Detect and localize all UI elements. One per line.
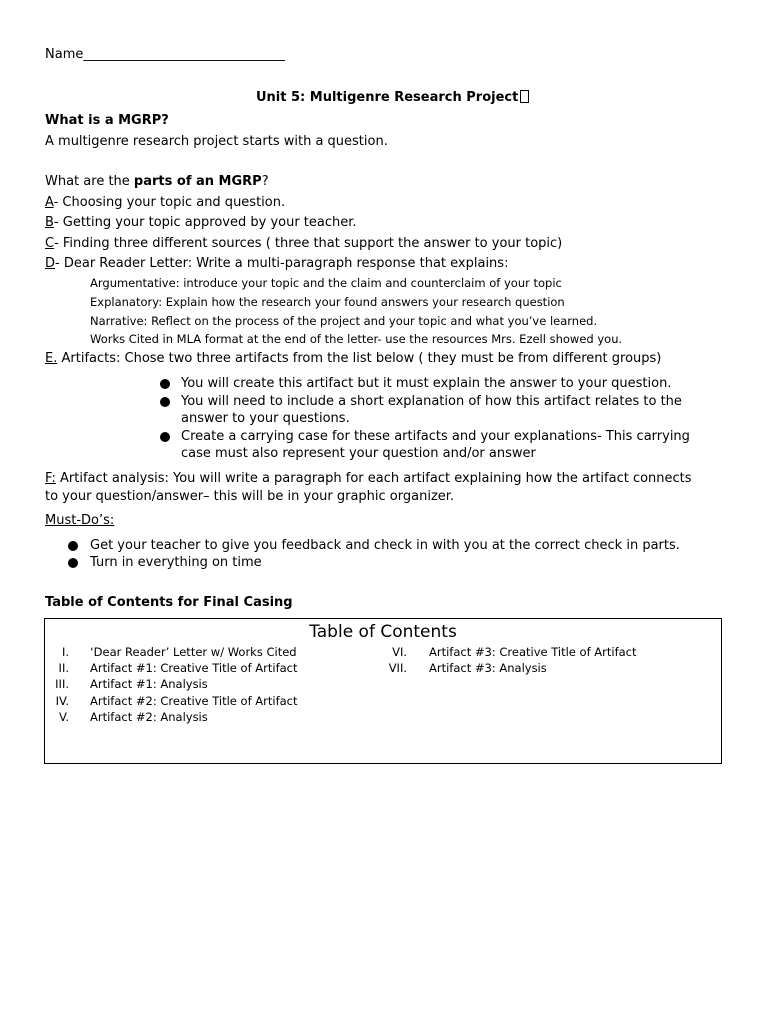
part-f-line2: to your question/answer– this will be in your graphic organizer. (45, 489, 455, 504)
toc-entry: Artifact #1: Analysis (90, 677, 208, 691)
e-bullet-line: answer to your questions. (181, 411, 350, 426)
e-bullet-line: Create a carrying case for these artifacts and your explanations- This carrying (181, 429, 690, 444)
bullet-icon (160, 397, 170, 407)
part-a (45, 195, 285, 211)
d-subitem: Narrative: Reflect on the process of the project and your topic and what you’ve learned. (90, 314, 598, 328)
bullet-icon (68, 541, 78, 551)
toc-num: VI. (392, 645, 407, 659)
toc-box (44, 618, 722, 764)
part-text: - Getting your topic approved by your teacher. (53, 215, 357, 230)
part-letter: A (45, 195, 54, 210)
part-letter: E. (45, 351, 58, 366)
part-d (45, 256, 508, 272)
toc-num: VII. (388, 661, 407, 675)
must-do-item: Get your teacher to give you feedback and check in with you at the correct check in parts. (90, 538, 680, 553)
part-letter: C (45, 236, 55, 251)
name-line: Name_______________________________ (45, 47, 285, 62)
part-text: - Finding three different sources ( three that support the answer to your topic) (54, 236, 563, 251)
part-e (45, 351, 661, 367)
parts-intro-bold: parts of an MGRP (133, 174, 262, 189)
part-text: Artifact analysis: You will write a paragraph for each artifact explaining how the artifact connects (55, 471, 692, 486)
page-title-text: Unit 5: Multigenre Research Project (256, 90, 519, 105)
e-bullet-line: You will create this artifact but it must explain the answer to your question. (181, 376, 672, 391)
e-bullet-line: case must also represent your question and/or answer (181, 446, 536, 461)
parts-intro-suffix: ? (261, 174, 269, 189)
part-text: - Dear Reader Letter: Write a multi-paragraph response that explains: (55, 256, 509, 271)
part-c (45, 236, 562, 252)
toc-num: III. (55, 677, 69, 691)
part-b (45, 215, 357, 231)
toc-entry: Artifact #2: Creative Title of Artifact (90, 694, 298, 708)
bullet-icon (160, 379, 170, 389)
toc-num: II. (58, 661, 69, 675)
d-subitem: Argumentative: introduce your topic and the claim and counterclaim of your topic (90, 276, 562, 290)
part-letter: D (45, 256, 56, 271)
e-bullet-line: You will need to include a short explanation of how this artifact relates to the (181, 394, 682, 409)
parts-intro (45, 174, 269, 190)
toc-entry: Artifact #3: Creative Title of Artifact (429, 645, 637, 659)
part-f (45, 471, 692, 487)
toc-num: I. (61, 645, 69, 659)
page-title (256, 90, 529, 106)
toc-entry: Artifact #1: Creative Title of Artifact (90, 661, 298, 675)
part-letter: F: (45, 471, 56, 486)
toc-title: Table of Contents (309, 622, 457, 642)
bullet-icon (68, 558, 78, 568)
must-do-item: Turn in everything on time (90, 555, 262, 570)
parts-intro-prefix: What are the (45, 174, 134, 189)
bullet-icon (160, 432, 170, 442)
part-text: Artifacts: Chose two three artifacts from the list below ( they must be from different groups) (57, 351, 662, 366)
what-is-heading: What is a MGRP? (45, 113, 169, 128)
toc-num: IV. (55, 694, 69, 708)
toc-entry: Artifact #2: Analysis (90, 710, 208, 724)
what-is-text: A multigenre research project starts with a question. (45, 134, 388, 149)
toc-entry: Artifact #3: Analysis (429, 661, 547, 675)
part-text: - Choosing your topic and question. (53, 195, 286, 210)
unknown-glyph-icon (520, 90, 529, 103)
must-do-heading: Must-Do’s: (45, 513, 115, 528)
d-subitem: Explanatory: Explain how the research your found answers your research question (90, 295, 565, 309)
part-letter: B (45, 215, 54, 230)
toc-section-heading: Table of Contents for Final Casing (45, 595, 293, 610)
toc-num: V. (58, 710, 69, 724)
d-subitem: Works Cited in MLA format at the end of the letter- use the resources Mrs. Ezell showed you. (90, 332, 623, 346)
toc-entry: ‘Dear Reader’ Letter w/ Works Cited (90, 645, 297, 659)
